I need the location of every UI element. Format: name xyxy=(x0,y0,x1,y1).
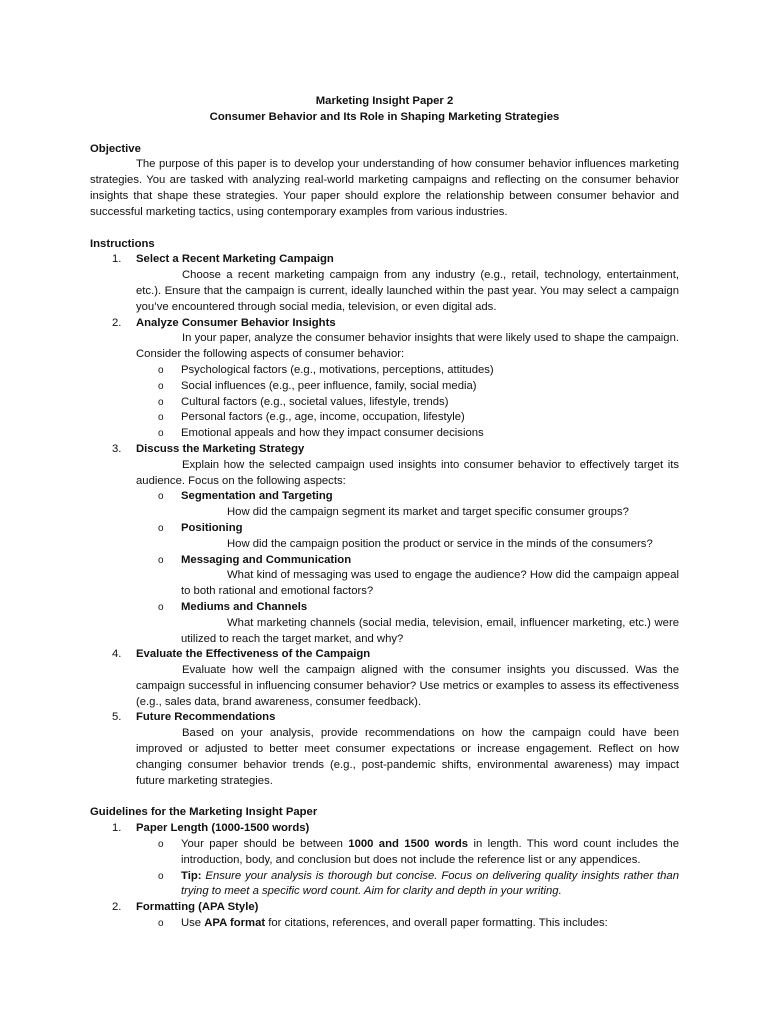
guideline-bullets xyxy=(136,837,679,900)
instruction-item-2 xyxy=(90,316,679,442)
subitem-text: How did the campaign segment its market and target specific consumer groups? xyxy=(227,506,629,519)
item-text: Based on your analysis, provide recommendations on how the campaign could have been improved or adjusted to better meet consumer expectations or increase engagement. Reflect on how changing consumer behavior trends (e.g., post-pandemic shifts, environmental awareness) may impact future marketing strategies. xyxy=(136,727,679,787)
doc-subtitle: Consumer Behavior and Its Role in Shaping Marketing Strategies xyxy=(209,110,560,123)
item-number: 5. xyxy=(112,711,122,724)
item-title: Future Recommendations xyxy=(136,711,276,724)
bullet-marker: o xyxy=(158,396,164,408)
list-item: o Psychological factors (e.g., motivations, perceptions, attitudes) xyxy=(136,363,679,379)
item-title: Paper Length (1000-1500 words) xyxy=(136,822,310,835)
subitem-text: What kind of messaging was used to engage the audience? How did the campaign appeal to both rational and emotional factors? xyxy=(181,569,679,598)
instructions-list xyxy=(90,252,679,789)
strategy-aspect-list xyxy=(136,489,679,647)
bullet-marker: o xyxy=(158,918,164,930)
item-number: 1. xyxy=(112,253,122,266)
item-text: In your paper, analyze the consumer behavior insights that were likely used to shape the campaign. Consider the following aspects of consumer behavior: xyxy=(136,332,679,361)
subitem-text: What marketing channels (social media, television, email, influencer marketing, etc.) were utilized to reach the target market, and why? xyxy=(181,616,679,645)
doc-title: Marketing Insight Paper 2 xyxy=(315,95,454,107)
instruction-item-1 xyxy=(90,252,679,315)
tip-label: Tip: xyxy=(181,869,202,882)
list-item: o Social influences (e.g., peer influence, family, social media) xyxy=(136,379,679,395)
objective-heading: Objective xyxy=(90,142,141,155)
guidelines-heading: Guidelines for the Marketing Insight Paper xyxy=(90,806,318,819)
list-item xyxy=(136,869,679,901)
list-item xyxy=(136,521,679,553)
list-item xyxy=(136,489,679,521)
list-item xyxy=(136,600,679,647)
instructions-heading: Instructions xyxy=(90,237,155,250)
subitem-text: How did the campaign position the product or service in the minds of the consumers? xyxy=(227,537,653,550)
subitem-title: Segmentation and Targeting xyxy=(181,490,333,503)
item-number: 2. xyxy=(112,316,122,329)
bullet-marker: o xyxy=(158,522,164,534)
bullet-marker: o xyxy=(158,412,164,424)
objective-text: The purpose of this paper is to develop your understanding of how consumer behavior influences marketing strategies. You are tasked with analyzing real-world marketing campaigns and reflecting on the consumer behavior insights that shape these strategies. Your paper should explore the relationship between consumer behavior and successful marketing tactics, using contemporary examples from various industries. xyxy=(90,158,679,218)
item-text: Explain how the selected campaign used insights into consumer behavior to effectively target its audience. Focus on the following aspects: xyxy=(136,458,679,487)
item-title: Evaluate the Effectiveness of the Campaign xyxy=(136,648,371,661)
bullet-marker: o xyxy=(158,491,164,503)
bullet-marker: o xyxy=(158,870,164,882)
guideline-item-1 xyxy=(90,821,679,900)
list-item: o Use APA format for citations, references, and overall paper formatting. This includes: xyxy=(136,916,679,932)
item-number: 4. xyxy=(112,648,122,661)
bullet-marker: o xyxy=(158,839,164,851)
instruction-item-5 xyxy=(90,710,679,789)
item-number: 1. xyxy=(112,822,122,835)
subitem-title: Positioning xyxy=(181,521,243,534)
subitem-title: Mediums and Channels xyxy=(181,600,308,613)
list-item: o Your paper should be between 1000 and 1500 words in length. This word count includes the introduction, body, and conclusion but does not include the reference list or any appendices. xyxy=(158,838,680,866)
list-item: o Cultural factors (e.g., societal values, lifestyle, trends) xyxy=(136,395,679,411)
bullet-marker: o xyxy=(158,601,164,613)
instruction-item-4 xyxy=(90,647,679,710)
item-number: 3. xyxy=(112,442,122,455)
guidelines-list xyxy=(90,821,679,932)
item-title: Analyze Consumer Behavior Insights xyxy=(136,316,336,329)
bullet-marker: o xyxy=(158,364,164,376)
list-item: o Personal factors (e.g., age, income, occupation, lifestyle) xyxy=(136,410,679,426)
item-number: 2. xyxy=(112,901,122,914)
aspect-list xyxy=(136,363,679,442)
item-title: Formatting (APA Style) xyxy=(136,901,259,914)
bullet-marker: o xyxy=(158,554,164,566)
instruction-item-3 xyxy=(90,442,679,647)
subitem-title: Messaging and Communication xyxy=(181,553,352,566)
item-text: Choose a recent marketing campaign from any industry (e.g., retail, technology, entertainment, etc.). Ensure that the campaign is current, ideally launched within the past year. You may select a campaign you’ve encountered through social media, television, or even digital ads. xyxy=(136,269,679,313)
list-item: o Emotional appeals and how they impact consumer decisions xyxy=(136,426,679,442)
list-item xyxy=(136,553,679,600)
guideline-item-2 xyxy=(90,900,679,932)
bullet-marker: o xyxy=(158,380,164,392)
bullet-marker: o xyxy=(158,428,164,440)
item-title: Select a Recent Marketing Campaign xyxy=(136,253,334,266)
item-title: Discuss the Marketing Strategy xyxy=(136,442,305,455)
tip-text: Ensure your analysis is thorough but concise. Focus on delivering quality insights rather than trying to meet a specific word count. Aim for clarity and depth in your writing. xyxy=(181,869,679,898)
item-text: Evaluate how well the campaign aligned with the consumer insights you discussed. Was the campaign successful in influencing consumer behavior? Use metrics or examples to assess its effectiveness (e.g., sales data, brand awareness, consumer feedback). xyxy=(136,664,679,708)
guideline-bullets xyxy=(136,916,679,932)
